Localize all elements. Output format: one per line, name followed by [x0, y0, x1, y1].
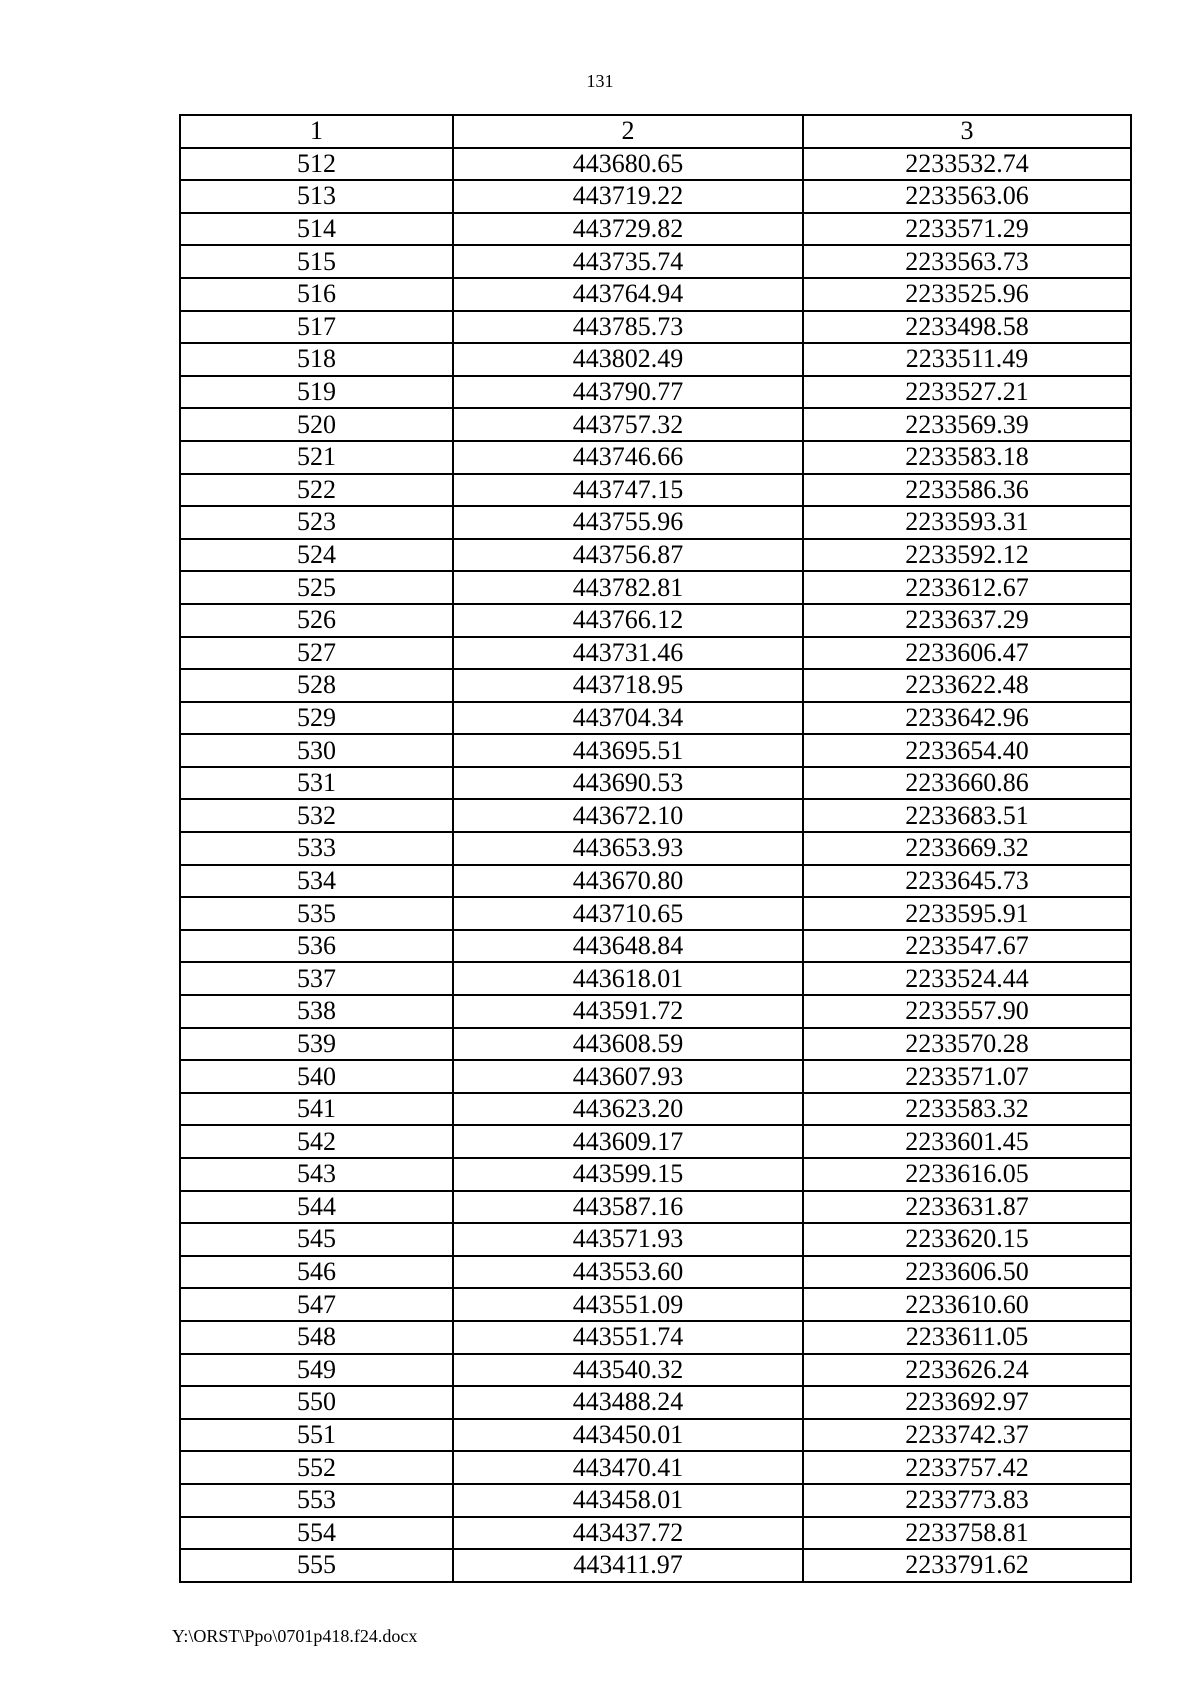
table-row [180, 213, 1131, 246]
y-coordinate-cell: 2233532.74 [803, 148, 1131, 181]
x-coordinate-cell: 443704.34 [453, 702, 803, 735]
point-number-cell: 526 [180, 604, 453, 637]
table-row [180, 1191, 1131, 1224]
y-coordinate-cell: 2233791.62 [803, 1549, 1131, 1582]
header-cell-1: 1 [180, 115, 453, 148]
table-row [180, 506, 1131, 539]
table-row [180, 767, 1131, 800]
header-cell-2: 2 [453, 115, 803, 148]
x-coordinate-cell: 443756.87 [453, 539, 803, 572]
table-row [180, 1321, 1131, 1354]
point-number-cell: 538 [180, 995, 453, 1028]
x-coordinate-cell: 443607.93 [453, 1060, 803, 1093]
table-row [180, 930, 1131, 963]
y-coordinate-cell: 2233498.58 [803, 311, 1131, 344]
y-coordinate-cell: 2233626.24 [803, 1354, 1131, 1387]
point-number-cell: 528 [180, 669, 453, 702]
table-row [180, 962, 1131, 995]
table-row [180, 832, 1131, 865]
point-number-cell: 519 [180, 376, 453, 409]
table-row [180, 343, 1131, 376]
footer-file-path: Y:\ORST\Ppo\0701p418.f24.docx [172, 1626, 418, 1646]
point-number-cell: 523 [180, 506, 453, 539]
y-coordinate-cell: 2233592.12 [803, 539, 1131, 572]
x-coordinate-cell: 443731.46 [453, 637, 803, 670]
y-coordinate-cell: 2233622.48 [803, 669, 1131, 702]
x-coordinate-cell: 443680.65 [453, 148, 803, 181]
table-row [180, 897, 1131, 930]
y-coordinate-cell: 2233511.49 [803, 343, 1131, 376]
point-number-cell: 518 [180, 343, 453, 376]
x-coordinate-cell: 443551.74 [453, 1321, 803, 1354]
table-row [180, 799, 1131, 832]
table-row [180, 1158, 1131, 1191]
table-row [180, 474, 1131, 507]
table-row [180, 245, 1131, 278]
table-row [180, 1060, 1131, 1093]
y-coordinate-cell: 2233583.18 [803, 441, 1131, 474]
table-row [180, 1223, 1131, 1256]
y-coordinate-cell: 2233563.73 [803, 245, 1131, 278]
table-row [180, 1093, 1131, 1126]
x-coordinate-cell: 443718.95 [453, 669, 803, 702]
x-coordinate-cell: 443670.80 [453, 865, 803, 898]
y-coordinate-cell: 2233757.42 [803, 1451, 1131, 1484]
y-coordinate-cell: 2233601.45 [803, 1125, 1131, 1158]
point-number-cell: 546 [180, 1256, 453, 1289]
x-coordinate-cell: 443764.94 [453, 278, 803, 311]
y-coordinate-cell: 2233683.51 [803, 799, 1131, 832]
x-coordinate-cell: 443411.97 [453, 1549, 803, 1582]
point-number-cell: 517 [180, 311, 453, 344]
header-cell-3: 3 [803, 115, 1131, 148]
point-number-cell: 529 [180, 702, 453, 735]
table-row [180, 278, 1131, 311]
point-number-cell: 524 [180, 539, 453, 572]
table-row [180, 376, 1131, 409]
point-number-cell: 555 [180, 1549, 453, 1582]
x-coordinate-cell: 443755.96 [453, 506, 803, 539]
point-number-cell: 552 [180, 1451, 453, 1484]
table-row [180, 1517, 1131, 1550]
y-coordinate-cell: 2233642.96 [803, 702, 1131, 735]
table-row [180, 637, 1131, 670]
y-coordinate-cell: 2233637.29 [803, 604, 1131, 637]
point-number-cell: 515 [180, 245, 453, 278]
y-coordinate-cell: 2233631.87 [803, 1191, 1131, 1224]
y-coordinate-cell: 2233654.40 [803, 734, 1131, 767]
point-number-cell: 512 [180, 148, 453, 181]
point-number-cell: 553 [180, 1484, 453, 1517]
table-row [180, 1288, 1131, 1321]
coordinates-table [179, 114, 1132, 1583]
x-coordinate-cell: 443695.51 [453, 734, 803, 767]
page-number: 131 [586, 71, 614, 91]
x-coordinate-cell: 443609.17 [453, 1125, 803, 1158]
point-number-cell: 541 [180, 1093, 453, 1126]
table-row [180, 180, 1131, 213]
y-coordinate-cell: 2233773.83 [803, 1484, 1131, 1517]
table-row [180, 1028, 1131, 1061]
table-row [180, 604, 1131, 637]
x-coordinate-cell: 443672.10 [453, 799, 803, 832]
table-row [180, 669, 1131, 702]
x-coordinate-cell: 443540.32 [453, 1354, 803, 1387]
point-number-cell: 521 [180, 441, 453, 474]
x-coordinate-cell: 443591.72 [453, 995, 803, 1028]
point-number-cell: 547 [180, 1288, 453, 1321]
point-number-cell: 550 [180, 1386, 453, 1419]
y-coordinate-cell: 2233616.05 [803, 1158, 1131, 1191]
x-coordinate-cell: 443608.59 [453, 1028, 803, 1061]
y-coordinate-cell: 2233758.81 [803, 1517, 1131, 1550]
point-number-cell: 543 [180, 1158, 453, 1191]
x-coordinate-cell: 443757.32 [453, 408, 803, 441]
point-number-cell: 549 [180, 1354, 453, 1387]
y-coordinate-cell: 2233645.73 [803, 865, 1131, 898]
x-coordinate-cell: 443458.01 [453, 1484, 803, 1517]
y-coordinate-cell: 2233595.91 [803, 897, 1131, 930]
table-row [180, 702, 1131, 735]
point-number-cell: 533 [180, 832, 453, 865]
table-row [180, 408, 1131, 441]
table-row [180, 1549, 1131, 1582]
y-coordinate-cell: 2233669.32 [803, 832, 1131, 865]
x-coordinate-cell: 443729.82 [453, 213, 803, 246]
x-coordinate-cell: 443782.81 [453, 571, 803, 604]
x-coordinate-cell: 443623.20 [453, 1093, 803, 1126]
y-coordinate-cell: 2233610.60 [803, 1288, 1131, 1321]
y-coordinate-cell: 2233571.29 [803, 213, 1131, 246]
table-row [180, 311, 1131, 344]
table-row [180, 148, 1131, 181]
table-row [180, 1256, 1131, 1289]
point-number-cell: 542 [180, 1125, 453, 1158]
y-coordinate-cell: 2233586.36 [803, 474, 1131, 507]
point-number-cell: 544 [180, 1191, 453, 1224]
table-row [180, 865, 1131, 898]
y-coordinate-cell: 2233527.21 [803, 376, 1131, 409]
table-row [180, 1354, 1131, 1387]
table-row [180, 1451, 1131, 1484]
point-number-cell: 548 [180, 1321, 453, 1354]
y-coordinate-cell: 2233606.47 [803, 637, 1131, 670]
y-coordinate-cell: 2233692.97 [803, 1386, 1131, 1419]
table-row [180, 995, 1131, 1028]
x-coordinate-cell: 443470.41 [453, 1451, 803, 1484]
point-number-cell: 514 [180, 213, 453, 246]
x-coordinate-cell: 443599.15 [453, 1158, 803, 1191]
y-coordinate-cell: 2233742.37 [803, 1419, 1131, 1452]
y-coordinate-cell: 2233524.44 [803, 962, 1131, 995]
point-number-cell: 520 [180, 408, 453, 441]
point-number-cell: 522 [180, 474, 453, 507]
point-number-cell: 554 [180, 1517, 453, 1550]
table-row [180, 1125, 1131, 1158]
y-coordinate-cell: 2233570.28 [803, 1028, 1131, 1061]
y-coordinate-cell: 2233569.39 [803, 408, 1131, 441]
coordinates-table-body [180, 115, 1131, 1582]
y-coordinate-cell: 2233583.32 [803, 1093, 1131, 1126]
point-number-cell: 540 [180, 1060, 453, 1093]
x-coordinate-cell: 443746.66 [453, 441, 803, 474]
point-number-cell: 527 [180, 637, 453, 670]
y-coordinate-cell: 2233563.06 [803, 180, 1131, 213]
point-number-cell: 516 [180, 278, 453, 311]
table-row [180, 1484, 1131, 1517]
point-number-cell: 537 [180, 962, 453, 995]
x-coordinate-cell: 443437.72 [453, 1517, 803, 1550]
point-number-cell: 532 [180, 799, 453, 832]
table-row [180, 441, 1131, 474]
x-coordinate-cell: 443488.24 [453, 1386, 803, 1419]
x-coordinate-cell: 443802.49 [453, 343, 803, 376]
table-header-row [180, 115, 1131, 148]
point-number-cell: 539 [180, 1028, 453, 1061]
point-number-cell: 551 [180, 1419, 453, 1452]
table-row [180, 571, 1131, 604]
x-coordinate-cell: 443587.16 [453, 1191, 803, 1224]
y-coordinate-cell: 2233612.67 [803, 571, 1131, 604]
x-coordinate-cell: 443653.93 [453, 832, 803, 865]
y-coordinate-cell: 2233571.07 [803, 1060, 1131, 1093]
point-number-cell: 530 [180, 734, 453, 767]
point-number-cell: 545 [180, 1223, 453, 1256]
y-coordinate-cell: 2233547.67 [803, 930, 1131, 963]
x-coordinate-cell: 443785.73 [453, 311, 803, 344]
y-coordinate-cell: 2233557.90 [803, 995, 1131, 1028]
x-coordinate-cell: 443450.01 [453, 1419, 803, 1452]
x-coordinate-cell: 443553.60 [453, 1256, 803, 1289]
point-number-cell: 531 [180, 767, 453, 800]
x-coordinate-cell: 443648.84 [453, 930, 803, 963]
point-number-cell: 535 [180, 897, 453, 930]
x-coordinate-cell: 443618.01 [453, 962, 803, 995]
x-coordinate-cell: 443551.09 [453, 1288, 803, 1321]
x-coordinate-cell: 443571.93 [453, 1223, 803, 1256]
point-number-cell: 513 [180, 180, 453, 213]
point-number-cell: 525 [180, 571, 453, 604]
y-coordinate-cell: 2233593.31 [803, 506, 1131, 539]
table-row [180, 1419, 1131, 1452]
point-number-cell: 536 [180, 930, 453, 963]
table-row [180, 539, 1131, 572]
table-row [180, 1386, 1131, 1419]
point-number-cell: 534 [180, 865, 453, 898]
y-coordinate-cell: 2233611.05 [803, 1321, 1131, 1354]
x-coordinate-cell: 443766.12 [453, 604, 803, 637]
x-coordinate-cell: 443747.15 [453, 474, 803, 507]
y-coordinate-cell: 2233525.96 [803, 278, 1131, 311]
y-coordinate-cell: 2233606.50 [803, 1256, 1131, 1289]
x-coordinate-cell: 443790.77 [453, 376, 803, 409]
y-coordinate-cell: 2233620.15 [803, 1223, 1131, 1256]
x-coordinate-cell: 443719.22 [453, 180, 803, 213]
x-coordinate-cell: 443735.74 [453, 245, 803, 278]
y-coordinate-cell: 2233660.86 [803, 767, 1131, 800]
table-row [180, 734, 1131, 767]
x-coordinate-cell: 443690.53 [453, 767, 803, 800]
x-coordinate-cell: 443710.65 [453, 897, 803, 930]
